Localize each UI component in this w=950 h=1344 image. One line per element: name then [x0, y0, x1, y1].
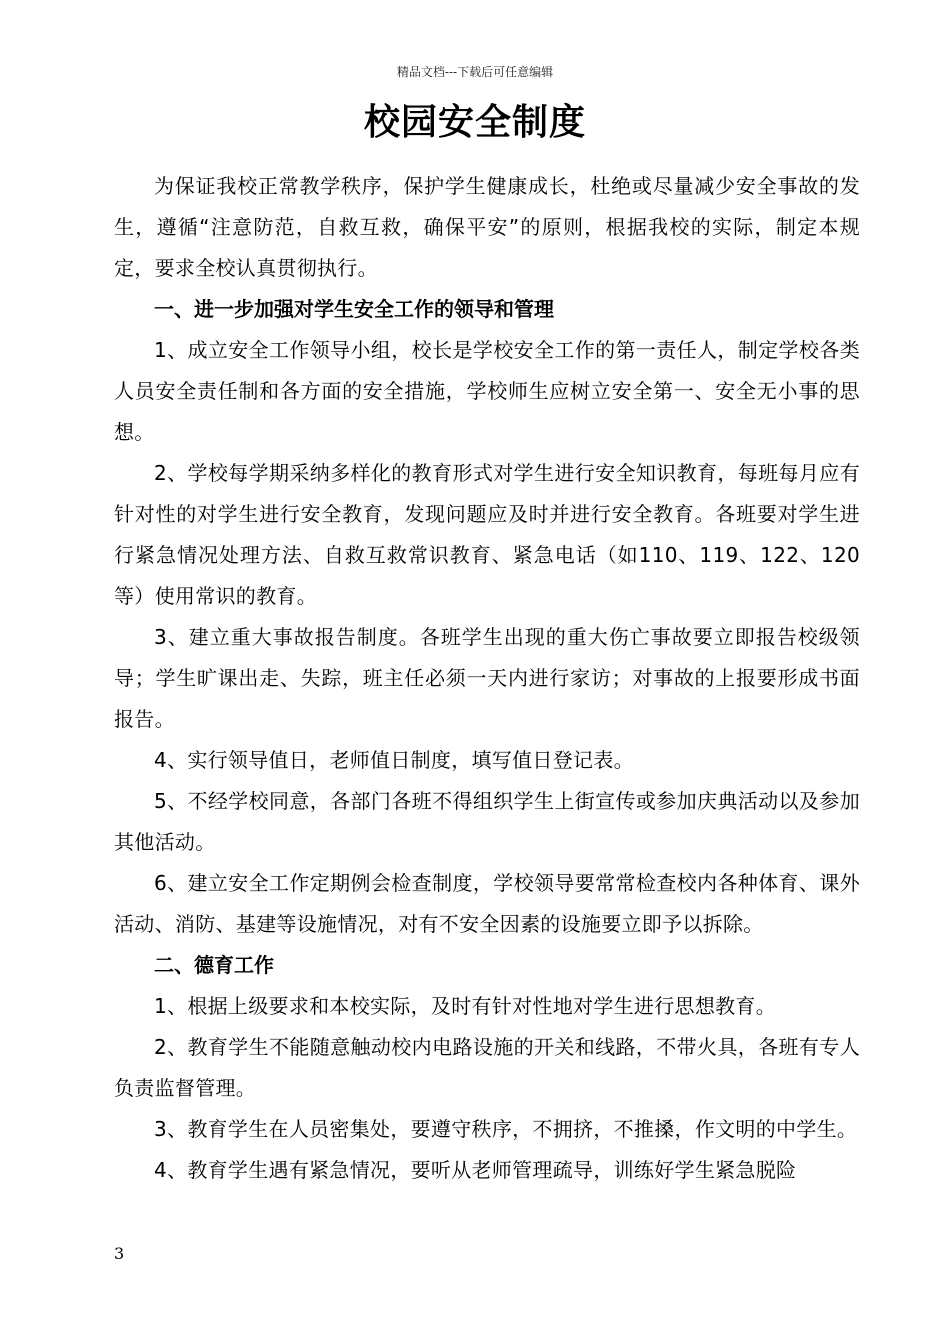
- document-title: 校园安全制度: [363, 102, 586, 143]
- section-item: 3、教育学生在人员密集处，要遵守秩序，不拥挤，不推搡，作文明的中学生。: [154, 1117, 858, 1141]
- section-item: 4、教育学生遇有紧急情况，要听从老师管理疏导，训练好学生紧急脱险: [154, 1158, 797, 1182]
- page-number: 3: [114, 1244, 125, 1263]
- section-heading: 一、进一步加强对学生安全工作的领导和管理: [154, 297, 554, 321]
- section-item: 1、根据上级要求和本校实际，及时有针对性地对学生进行思想教育。: [154, 994, 777, 1018]
- section-item: 6、建立安全工作定期例会检查制度，学校领导要常常检查校内各种体育、课外活动、消防、基建等设施情况，对有不安全因素的设施要立即予以拆除。: [114, 871, 860, 936]
- section-heading: 二、德育工作: [154, 953, 274, 977]
- section-item: 4、实行领导值日，老师值日制度，填写值日登记表。: [154, 748, 634, 772]
- document-body: [114, 166, 860, 1191]
- section-item: 2、学校每学期采纳多样化的教育形式对学生进行安全知识教育，每班每月应有针对性的对学生进行安全教育，发现问题应及时并进行安全教育。各班要对学生进行紧急情况处理方法、自救互救常识教育、紧急电话（如110、119、122、120等）使用常识的教育。: [114, 461, 860, 608]
- section-item: 2、教育学生不能随意触动校内电路设施的开关和线路，不带火具，各班有专人负责监督管理。: [114, 1035, 860, 1100]
- page-header-note: 精品文档---下载后可任意编辑: [396, 65, 554, 79]
- intro-paragraph: 为保证我校正常教学秩序，保护学生健康成长，杜绝或尽量减少安全事故的发生，遵循“注意防范，自救互救，确保平安”的原则，根据我校的实际，制定本规定，要求全校认真贯彻执行。: [114, 174, 860, 280]
- section-item: 1、成立安全工作领导小组，校长是学校安全工作的第一责任人，制定学校各类人员安全责任制和各方面的安全措施，学校师生应树立安全第一、安全无小事的思想。: [114, 338, 860, 444]
- section-item: 3、建立重大事故报告制度。各班学生出现的重大伤亡事故要立即报告校级领导；学生旷课出走、失踪，班主任必须一天内进行家访；对事故的上报要形成书面报告。: [114, 625, 860, 731]
- section-item: 5、不经学校同意，各部门各班不得组织学生上街宣传或参加庆典活动以及参加其他活动。: [114, 789, 860, 854]
